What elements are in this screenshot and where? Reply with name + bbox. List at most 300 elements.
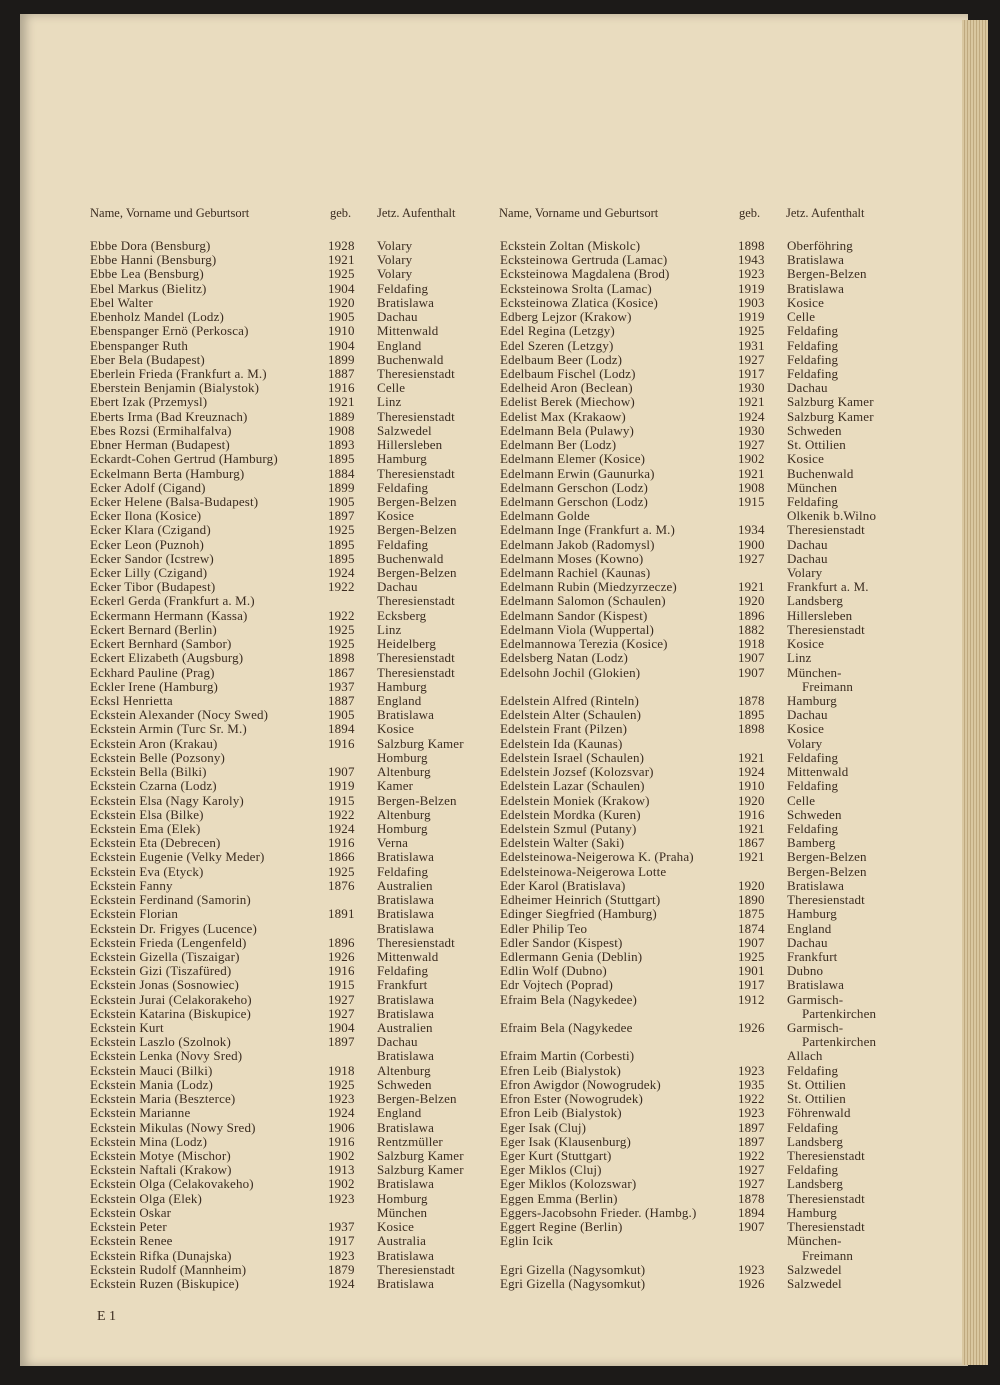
entry-birth-year: 1915 <box>328 792 355 808</box>
entry-name: Edelmann Erwin (Gaunurka) <box>500 465 655 481</box>
entry-birth-year: 1921 <box>738 749 765 765</box>
entry-name: Edelist Berek (Miechow) <box>500 394 635 410</box>
entry-residence: Feldafing <box>377 536 429 552</box>
entry-birth-year: 1867 <box>328 664 355 680</box>
entry-birth-year: 1916 <box>328 735 355 751</box>
entry-residence: Dachau <box>787 536 828 552</box>
entry-residence: Feldafing <box>787 1162 839 1178</box>
entry-residence: Kamer <box>377 778 414 794</box>
entry-birth-year: 1902 <box>328 1148 355 1163</box>
entry-name: Eckardt-Cohen Gertrud (Hamburg) <box>90 451 278 467</box>
entry-birth-year: 1921 <box>328 394 355 410</box>
entry-name: Eckstein Czarna (Lodz) <box>90 778 217 794</box>
entry-birth-year: 1934 <box>738 522 765 538</box>
entry-birth-year: 1925 <box>328 621 355 637</box>
entry-name: Eckstein Laszlo (Szolnok) <box>90 1034 231 1050</box>
entry-residence: Schweden <box>377 1076 432 1092</box>
entry-residence: Dachau <box>377 579 418 595</box>
entry-residence: Theresienstadt <box>377 934 455 950</box>
entry-birth-year: 1917 <box>738 977 765 993</box>
entry-birth-year: 1900 <box>738 536 765 552</box>
entry-residence: England <box>787 920 832 936</box>
entry-residence: München- <box>787 1233 842 1249</box>
column-header-name-left: Name, Vorname und Geburtsort <box>90 206 250 220</box>
entry-birth-year: 1925 <box>328 266 355 282</box>
entry-residence: Dachau <box>377 1034 418 1050</box>
entry-residence: Feldafing <box>787 778 839 794</box>
entry-name: Edelmann Jakob (Radomysl) <box>500 536 655 552</box>
entry-birth-year: 1925 <box>738 323 765 339</box>
entry-residence: Garmisch- <box>787 1020 844 1036</box>
entry-residence: Olkenik b.Wilno <box>787 508 877 524</box>
entry-name: Edr Vojtech (Poprad) <box>500 977 613 993</box>
entry-birth-year: 1919 <box>328 778 355 794</box>
entry-birth-year: 1920 <box>328 294 355 310</box>
entry-birth-year: 1931 <box>738 337 765 353</box>
entry-residence: Frankfurt <box>787 948 838 964</box>
entry-residence: Feldafing <box>787 493 839 509</box>
entry-residence: St. Ottilien <box>787 1076 846 1092</box>
entry-birth-year: 1935 <box>738 1076 765 1092</box>
entry-residence: Dachau <box>787 550 828 566</box>
entry-birth-year: 1882 <box>738 621 765 637</box>
entry-birth-year: 1923 <box>328 1247 355 1263</box>
entry-birth-year: 1899 <box>328 351 355 367</box>
entry-name: Eber Bela (Budapest) <box>90 351 205 367</box>
entry-name: Eckstein Elsa (Bilke) <box>90 806 204 822</box>
entry-residence: Bratislawa <box>377 991 435 1007</box>
entry-name: Eger Kurt (Stuttgart) <box>500 1148 612 1163</box>
entry-birth-year: 1899 <box>328 479 355 495</box>
entry-residence: Bergen-Belzen <box>787 863 867 879</box>
entry-name: Ecksteinowa Srolta (Lamac) <box>500 280 652 296</box>
entry-name: Eckert Bernhard (Sambor) <box>90 636 232 652</box>
entry-name: Eckstein Renee <box>90 1233 173 1249</box>
entry-birth-year: 1916 <box>738 806 765 822</box>
entry-birth-year: 1907 <box>738 650 765 666</box>
entry-residence: Allach <box>787 1048 823 1064</box>
entry-residence: Bratislawa <box>377 892 435 908</box>
entry-residence: Heidelberg <box>377 636 437 652</box>
entry-residence: Bratislawa <box>787 280 845 296</box>
entry-name: Eckermann Hermann (Kassa) <box>90 607 248 623</box>
entry-name: Eckstein Oskar <box>90 1204 172 1220</box>
entry-name: Ebenholz Mandel (Lodz) <box>90 309 224 325</box>
entry-residence: Feldafing <box>377 863 429 879</box>
entry-name: Edelbaum Fischel (Lodz) <box>500 365 636 381</box>
page-marker: E 1 <box>97 1309 117 1324</box>
entry-residence: Theresienstadt <box>377 408 455 424</box>
entry-name: Edelstein Szmul (Putany) <box>500 820 637 836</box>
entry-residence: Theresienstadt <box>377 650 455 666</box>
entry-residence: Feldafing <box>377 280 429 296</box>
entry-residence: Volary <box>787 565 823 581</box>
entry-name: Edelstein Israel (Schaulen) <box>500 749 645 765</box>
entry-name: Eckstein Maria (Beszterce) <box>90 1091 236 1107</box>
entry-residence: Homburg <box>377 820 428 836</box>
entry-name: Eger Isak (Cluj) <box>500 1119 587 1135</box>
entry-residence: Bergen-Belzen <box>377 1091 457 1107</box>
entry-name: Eckstein Bella (Bilki) <box>90 764 207 780</box>
entry-residence: Bratislawa <box>377 707 435 723</box>
entry-birth-year: 1919 <box>738 309 765 325</box>
entry-birth-year: 1920 <box>738 593 765 609</box>
entry-birth-year: 1874 <box>738 920 765 936</box>
entry-residence: St. Ottilien <box>787 437 846 453</box>
entry-residence: Volary <box>377 266 413 282</box>
entry-residence: Bratislawa <box>377 906 435 922</box>
entry-birth-year: 1920 <box>738 792 765 808</box>
entry-birth-year: 1924 <box>328 565 355 581</box>
entry-residence: Celle <box>787 309 816 325</box>
entry-birth-year: 1918 <box>328 1062 355 1078</box>
page-stack-edge <box>962 20 988 1365</box>
entry-birth-year: 1876 <box>328 877 355 893</box>
entry-name: Edinger Siegfried (Hamburg) <box>500 906 657 922</box>
entry-birth-year: 1879 <box>328 1261 355 1277</box>
entry-birth-year: 1926 <box>328 948 355 964</box>
entry-name: Eberts Irma (Bad Kreuznach) <box>90 408 248 424</box>
entry-residence: Buchenwald <box>377 351 444 367</box>
entry-birth-year: 1922 <box>738 1091 765 1107</box>
entry-name: Ecksteinowa Gertruda (Lamac) <box>500 252 668 268</box>
entry-name: Eckstein Gizi (Tiszafüred) <box>90 963 232 979</box>
entry-birth-year: 1927 <box>328 991 355 1007</box>
entry-name: Ecker Leon (Puznoh) <box>90 536 205 552</box>
entry-name: Eckstein Eugenie (Velky Meder) <box>90 849 265 865</box>
entry-name: Eckstein Olga (Celakovakeho) <box>90 1176 254 1192</box>
entry-name: Eckstein Olga (Elek) <box>90 1190 203 1206</box>
entry-name: Eckstein Peter <box>90 1219 167 1235</box>
entry-name: Edelmann Rachiel (Kaunas) <box>500 565 651 581</box>
entry-name: Eckerl Gerda (Frankfurt a. M.) <box>90 593 255 609</box>
entry-residence: Theresienstadt <box>787 1148 865 1163</box>
entry-name: Edelmann Salomon (Schaulen) <box>500 593 666 609</box>
entry-residence: Dubno <box>787 963 824 979</box>
entry-residence: Hamburg <box>377 678 427 694</box>
column-header-residence-left: Jetz. Aufenthalt <box>377 206 456 220</box>
entry-name: Ecker Klara (Czigand) <box>90 522 211 538</box>
entry-name: Edelheid Aron (Beclean) <box>500 380 633 396</box>
entry-birth-year: 1915 <box>738 493 765 509</box>
entry-name: Edelstein Lazar (Schaulen) <box>500 778 645 794</box>
entry-residence: Dachau <box>787 934 828 950</box>
entry-residence: Theresienstadt <box>787 621 865 637</box>
entry-residence: Salzburg Kamer <box>787 408 874 424</box>
entry-birth-year: 1927 <box>738 1176 765 1192</box>
entry-name: Efraim Bela (Nagykedee) <box>500 991 637 1007</box>
entry-name: Ebel Markus (Bielitz) <box>90 280 207 296</box>
entry-name: Edelsteinowa-Neigerowa K. (Praha) <box>500 849 694 865</box>
entry-birth-year: 1903 <box>738 294 765 310</box>
entry-residence: Theresienstadt <box>377 1261 455 1277</box>
entry-birth-year: 1905 <box>328 707 355 723</box>
entry-birth-year: 1898 <box>738 238 765 253</box>
entry-residence: Bamberg <box>787 835 836 851</box>
entry-residence: Frankfurt a. M. <box>787 579 869 595</box>
entry-name: Ecksteinowa Zlatica (Kosice) <box>500 294 658 310</box>
entry-birth-year: 1896 <box>328 934 355 950</box>
entry-residence: Bratislawa <box>377 1005 435 1021</box>
entry-birth-year: 1937 <box>328 678 355 694</box>
entry-birth-year: 1916 <box>328 1133 355 1149</box>
entry-name: Eggers-Jacobsohn Frieder. (Hambg.) <box>500 1204 697 1220</box>
entry-name: Eckstein Frieda (Lengenfeld) <box>90 934 247 950</box>
entry-birth-year: 1890 <box>738 892 765 908</box>
entry-birth-year: 1927 <box>738 550 765 566</box>
entry-residence: Australien <box>377 1020 433 1036</box>
entry-residence: Dachau <box>787 707 828 723</box>
entry-residence: München- <box>787 664 842 680</box>
entry-residence: England <box>377 1105 422 1121</box>
entry-birth-year: 1937 <box>328 1219 355 1235</box>
entry-birth-year: 1904 <box>328 280 355 296</box>
entry-birth-year: 1916 <box>328 380 355 396</box>
entry-birth-year: 1912 <box>738 991 765 1007</box>
entry-birth-year: 1925 <box>738 948 765 964</box>
entry-name: Edberg Lejzor (Krakow) <box>500 309 632 325</box>
entry-name: Ebbe Dora (Bensburg) <box>90 238 211 253</box>
entry-residence: Homburg <box>377 1190 428 1206</box>
entry-birth-year: 1923 <box>738 1062 765 1078</box>
entry-residence: Bergen-Belzen <box>377 565 457 581</box>
entry-residence: Feldafing <box>787 1119 839 1135</box>
entry-name: Ebenspanger Ruth <box>90 337 189 353</box>
entry-residence: Linz <box>377 394 402 410</box>
entry-residence: Schweden <box>787 422 842 438</box>
entry-residence: Linz <box>787 650 812 666</box>
entry-residence: Bratislawa <box>377 294 435 310</box>
entry-residence: Celle <box>377 380 406 396</box>
entry-name: Eckstein Florian <box>90 906 178 922</box>
entry-name: Ecksteinowa Magdalena (Brod) <box>500 266 670 282</box>
entry-name: Edelmann Gerschon (Lodz) <box>500 479 648 495</box>
column-header-born-right: geb. <box>739 206 761 220</box>
entry-birth-year: 1889 <box>328 408 355 424</box>
entry-residence: Feldafing <box>787 337 839 353</box>
entry-birth-year: 1922 <box>738 1148 765 1163</box>
entry-residence: München <box>787 479 838 495</box>
entry-birth-year: 1898 <box>738 721 765 737</box>
entry-birth-year: 1924 <box>328 1275 355 1291</box>
entry-name: Eckstein Rifka (Dunajska) <box>90 1247 232 1263</box>
entry-birth-year: 1930 <box>738 422 765 438</box>
entry-birth-year: 1904 <box>328 1020 355 1036</box>
entry-birth-year: 1917 <box>328 1233 355 1249</box>
entry-name: Eckstein Mikulas (Nowy Sred) <box>90 1119 256 1135</box>
entry-residence: Dachau <box>377 309 418 325</box>
entry-name: Eckstein Eta (Debrecen) <box>90 835 221 851</box>
entry-birth-year: 1895 <box>738 707 765 723</box>
entry-residence: Salzwedel <box>787 1275 842 1291</box>
entry-birth-year: 1910 <box>328 323 355 339</box>
entry-residence: Dachau <box>787 380 828 396</box>
entry-birth-year: 1922 <box>328 806 355 822</box>
entry-birth-year: 1907 <box>328 764 355 780</box>
entry-birth-year: 1919 <box>738 280 765 296</box>
entry-name: Ebel Walter <box>90 294 153 310</box>
entry-name: Eckert Bernard (Berlin) <box>90 621 217 637</box>
entry-birth-year: 1928 <box>328 238 355 253</box>
entry-residence: Theresienstadt <box>377 465 455 481</box>
entry-birth-year: 1895 <box>328 536 355 552</box>
entry-birth-year: 1921 <box>738 394 765 410</box>
entry-name: Eberstein Benjamin (Bialystok) <box>90 380 260 396</box>
entry-name: Eckstein Ema (Elek) <box>90 820 201 836</box>
entry-name: Eckstein Jurai (Celakorakeho) <box>90 991 252 1007</box>
entry-residence: Partenkirchen <box>802 1005 877 1021</box>
entry-name: Edelsberg Natan (Lodz) <box>500 650 628 666</box>
entry-residence: Kosice <box>377 721 414 737</box>
entry-residence: Kosice <box>377 508 414 524</box>
entry-name: Ebbe Hanni (Bensburg) <box>90 252 217 268</box>
entry-birth-year: 1908 <box>738 479 765 495</box>
entry-residence: Celle <box>787 792 816 808</box>
entry-residence: Bratislawa <box>377 1247 435 1263</box>
entry-birth-year: 1926 <box>738 1020 765 1036</box>
entry-residence: Volary <box>787 735 823 751</box>
entry-name: Efraim Martin (Corbesti) <box>500 1048 635 1064</box>
entry-birth-year: 1901 <box>738 963 765 979</box>
entry-residence: Theresienstadt <box>377 593 455 609</box>
entry-residence: Kosice <box>787 451 824 467</box>
entry-residence: Theresienstadt <box>377 365 455 381</box>
entry-name: Eger Miklos (Kolozswar) <box>500 1176 637 1192</box>
entry-birth-year: 1921 <box>738 820 765 836</box>
entry-name: Ebenspanger Ernö (Perkosca) <box>90 323 249 339</box>
entry-name: Edel Regina (Letzgy) <box>500 323 615 339</box>
entry-name: Ebes Rozsi (Ermihalfalva) <box>90 422 232 438</box>
entry-residence: Bratislawa <box>787 252 845 268</box>
entry-birth-year: 1907 <box>738 1219 765 1235</box>
entry-birth-year: 1925 <box>328 522 355 538</box>
entry-name: Eberlein Frieda (Frankfurt a. M.) <box>90 365 267 381</box>
entry-birth-year: 1866 <box>328 849 355 865</box>
entry-residence: Volary <box>377 252 413 268</box>
entry-birth-year: 1908 <box>328 422 355 438</box>
entry-residence: Salzburg Kamer <box>787 394 874 410</box>
entry-name: Egri Gizella (Nagysomkut) <box>500 1275 646 1291</box>
entry-birth-year: 1895 <box>328 550 355 566</box>
entry-residence: Theresienstadt <box>787 1190 865 1206</box>
entry-residence: Salzburg Kamer <box>377 735 464 751</box>
entry-residence: Feldafing <box>787 820 839 836</box>
entry-name: Eder Karol (Bratislava) <box>500 877 626 893</box>
entry-residence: Altenburg <box>377 1062 431 1078</box>
entry-birth-year: 1905 <box>328 493 355 509</box>
entry-residence: Theresienstadt <box>787 892 865 908</box>
entry-residence: Feldafing <box>787 1062 839 1078</box>
entry-birth-year: 1916 <box>328 835 355 851</box>
entry-birth-year: 1915 <box>328 977 355 993</box>
entry-name: Edelsteinowa-Neigerowa Lotte <box>500 863 667 879</box>
entry-birth-year: 1887 <box>328 693 355 708</box>
entry-name: Edelstein Frant (Pilzen) <box>500 721 628 737</box>
entry-name: Edler Philip Teo <box>500 920 588 936</box>
entry-name: Edelmann Sandor (Kispest) <box>500 607 648 623</box>
entry-residence: Landsberg <box>787 593 843 609</box>
entry-birth-year: 1902 <box>328 1176 355 1192</box>
entry-residence: Altenburg <box>377 764 431 780</box>
entry-residence: Bergen-Belzen <box>377 493 457 509</box>
entry-birth-year: 1927 <box>738 437 765 453</box>
entry-name: Eckstein Ferdinand (Samorin) <box>90 892 251 908</box>
entry-name: Efron Leib (Bialystok) <box>500 1105 622 1121</box>
entry-name: Eggert Regine (Berlin) <box>500 1219 623 1235</box>
entry-residence: Buchenwald <box>377 550 444 566</box>
entry-residence: Frankfurt <box>377 977 428 993</box>
entry-birth-year: 1924 <box>328 820 355 836</box>
entry-residence: Hamburg <box>377 451 427 467</box>
entry-residence: Mittenwald <box>787 764 849 780</box>
entry-birth-year: 1921 <box>328 252 355 268</box>
entry-birth-year: 1917 <box>738 365 765 381</box>
entry-residence: Hamburg <box>787 1204 837 1220</box>
entry-name: Eckstein Mina (Lodz) <box>90 1133 208 1149</box>
entry-birth-year: 1887 <box>328 365 355 381</box>
entry-name: Efraim Bela (Nagykedee <box>500 1020 633 1036</box>
entry-birth-year: 1913 <box>328 1162 355 1178</box>
entry-name: Egri Gizella (Nagysomkut) <box>500 1261 646 1277</box>
entry-name: Eckstein Motye (Mischor) <box>90 1148 231 1163</box>
entry-name: Edelmann Gerschon (Lodz) <box>500 493 648 509</box>
entry-birth-year: 1924 <box>738 408 765 424</box>
entry-name: Edelstein Walter (Saki) <box>500 835 625 851</box>
entry-residence: Feldafing <box>787 351 839 367</box>
entry-residence: Kosice <box>787 636 824 652</box>
entry-residence: Altenburg <box>377 806 431 822</box>
entry-residence: Kosice <box>787 721 824 737</box>
entry-name: Ecker Sandor (Icstrew) <box>90 550 214 566</box>
entry-residence: Australia <box>377 1233 427 1249</box>
entry-residence: Föhrenwald <box>787 1105 851 1121</box>
entry-residence: München <box>377 1204 428 1220</box>
entry-birth-year: 1916 <box>328 963 355 979</box>
entry-name: Eckstein Ruzen (Biskupice) <box>90 1275 240 1291</box>
entry-name: Efron Ester (Nowogrudek) <box>500 1091 643 1107</box>
entry-birth-year: 1884 <box>328 465 355 481</box>
entry-birth-year: 1897 <box>328 1034 355 1050</box>
entry-residence: Bratislawa <box>787 877 845 893</box>
entry-birth-year: 1902 <box>738 451 765 467</box>
entry-residence: Bratislawa <box>377 1119 435 1135</box>
entry-residence: Garmisch- <box>787 991 844 1007</box>
entry-residence: England <box>377 693 422 708</box>
entry-residence: Oberföhring <box>787 238 853 253</box>
entry-name: Edler Sandor (Kispest) <box>500 934 623 950</box>
entry-birth-year: 1907 <box>738 664 765 680</box>
entry-residence: Theresienstadt <box>377 664 455 680</box>
entry-residence: Feldafing <box>787 365 839 381</box>
entry-birth-year: 1921 <box>738 579 765 595</box>
entry-birth-year: 1923 <box>738 1261 765 1277</box>
entry-name: Eckstein Mania (Lodz) <box>90 1076 213 1092</box>
entry-residence: Australien <box>377 877 433 893</box>
entry-residence: Mittenwald <box>377 323 439 339</box>
entry-name: Ecker Tibor (Budapest) <box>90 579 216 595</box>
entry-birth-year: 1918 <box>738 636 765 652</box>
entry-birth-year: 1907 <box>738 934 765 950</box>
entry-residence: Bratislawa <box>377 1176 435 1192</box>
entry-residence: Schweden <box>787 806 842 822</box>
entry-birth-year: 1897 <box>738 1119 765 1135</box>
entry-name: Eckstein Elsa (Nagy Karoly) <box>90 792 244 808</box>
entry-residence: Buchenwald <box>787 465 854 481</box>
entry-name: Eckler Irene (Hamburg) <box>90 678 218 694</box>
entry-name: Eckstein Dr. Frigyes (Lucence) <box>90 920 257 936</box>
entry-name: Edelbaum Beer (Lodz) <box>500 351 623 367</box>
entry-name: Edelmann Ber (Lodz) <box>500 437 617 453</box>
